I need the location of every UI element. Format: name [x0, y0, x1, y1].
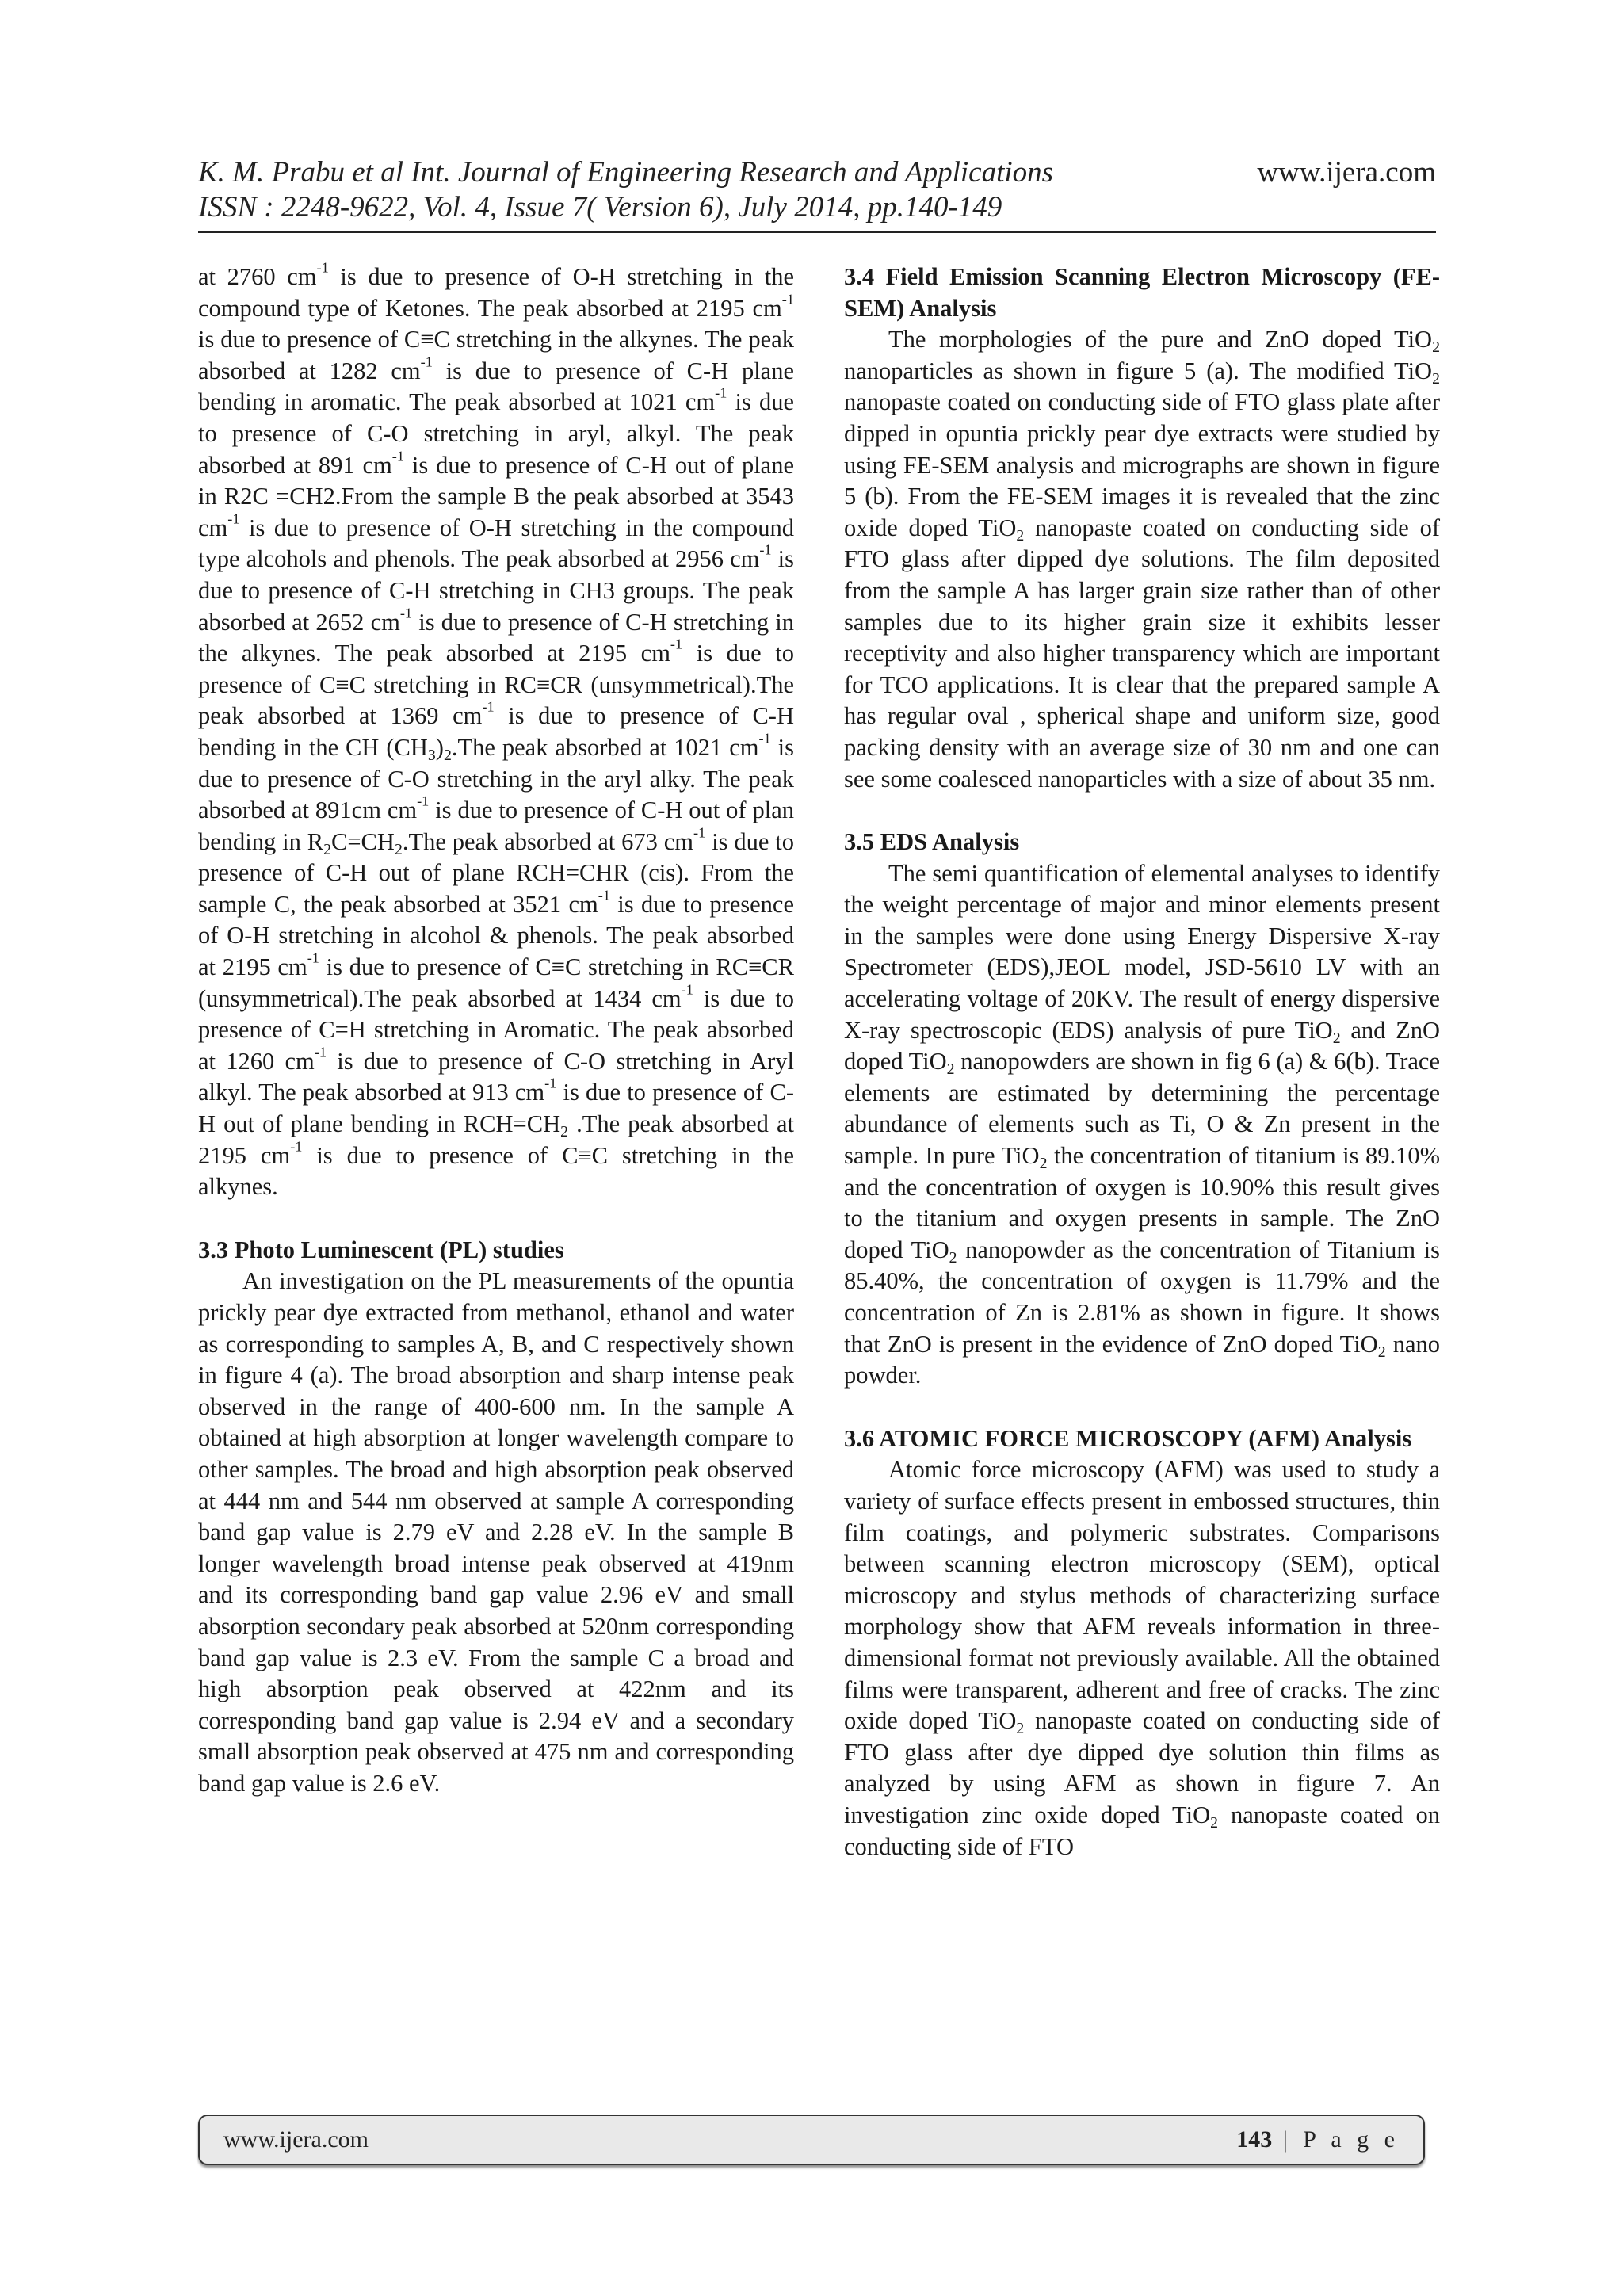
page-indicator [1236, 2126, 1400, 2153]
afm-paragraph: Atomic force microscopy (AFM) was used to study a variety of surface effects present in embossed structures, thin film coatings, and polymeric substrates. Comparisons between scanning electron microscopy (SEM), optical microscopy and stylus methods of characterizing surface morphology show that AFM reveals information in three-dimensional format not previously available. All the obtained films were transparent, adherent and free of cracks. The zinc oxide doped TiO$_2$ nanopaste coated on conducting side of FTO glass after dye dipped dye solution thin films as analyzed by using AFM as shown in figure 7. An investigation zinc oxide doped TiO$_2$ nanopaste coated on conducting side of FTO [844, 1456, 1441, 1860]
right-column [844, 262, 1440, 1862]
running-header [198, 155, 1436, 233]
journal-citation: K. M. Prabu et al Int. Journal of Engineering Research and Applications [198, 156, 1054, 189]
header-line-2 [198, 190, 1436, 225]
journal-url[interactable]: www.ijera.com [1257, 156, 1436, 189]
pl-paragraph: An investigation on the PL measurements of the opuntia prickly pear dye extracted from methanol, ethanol and water as corresponding to samples A, B, and C respectively shown in figure 4 (a). The broad absorption and sharp intense peak observed in the range of 400-600 nm. In the sample A obtained at high absorption at longer wavelength compare to other samples. The broad and high absorption peak observed at 444 nm and 544 nm observed at sample A corresponding band gap value is 2.79 eV and 2.28 eV. In the sample B longer wavelength broad intense peak observed at 419nm and its corresponding band gap value 2.96 eV and small absorption secondary peak absorbed at 520nm corresponding band gap value is 2.3 eV. From the sample C a broad and high absorption peak observed at 422nm and its corresponding band gap value is 2.94 eV and a secondary small absorption peak observed at 475 nm and corresponding band gap value is 2.6 eV. [198, 1267, 794, 1797]
page-number: 143 [1236, 2126, 1273, 2153]
section-heading-fesem: 3.4 Field Emission Scanning Electron Microscopy (FE-SEM) Analysis [844, 263, 1440, 322]
section-heading-eds: 3.5 EDS Analysis [844, 828, 1020, 856]
issn-line: ISSN : 2248-9622, Vol. 4, Issue 7( Version 6), July 2014, pp.140-149 [198, 191, 1002, 223]
eds-paragraph: The semi quantification of elemental analyses to identify the weight percentage of major and minor elements present in the samples were done using Energy Dispersive X-ray Spectrometer (EDS),JEOL model, JSD-5610 LV with an accelerating voltage of 20KV. The result of energy dispersive X-ray spectroscopic (EDS) analysis of pure TiO$_2$ and ZnO doped TiO$_2$ nanopowders are shown in fig 6 (a) & 6(b). Trace elements are estimated by determining the percentage abundance of elements such as Ti, O & Zn present in the sample. In pure TiO$_2$ the concentration of titanium is 89.10% and the concentration of oxygen is 10.90% this result gives to the titanium and oxygen presents in sample. The ZnO doped TiO$_2$ nanopowder as the concentration of Titanium is 85.40%, the concentration of oxygen is 11.79% and the concentration of Zn is 2.81% as shown in figure. It shows that ZnO is present in the evidence of ZnO doped TiO$_2$ nano powder. [844, 859, 1441, 1389]
fesem-paragraph: The morphologies of the pure and ZnO doped TiO$_2$ nanoparticles as shown in figure 5 (a). The modified TiO$_2$ nanopaste coated on conducting side of FTO glass plate after dipped in opuntia prickly pear dye extracts were studied by using FE-SEM analysis and micrographs are shown in figure 5 (b). From the FE-SEM images it is revealed that the zinc oxide doped TiO$_2$ nanopaste coated on conducting side of FTO glass after dipped dye solutions. The film deposited from the sample A has larger grain size rather than of other samples due to its higher grain size it exhibits lesser receptivity and also higher transparency which are important for TCO applications. It is clear that the prepared sample A has regular oval , spherical shape and uniform size, good packing density with an average size of 30 nm and one can see some coalesced nanoparticles with a size of about 35 nm. [844, 326, 1440, 793]
left-column [198, 259, 795, 1800]
footer-url[interactable]: www.ijera.com [223, 2126, 369, 2153]
page-footer [198, 2115, 1425, 2165]
page-label: | P a g e [1272, 2126, 1400, 2153]
section-heading-pl: 3.3 Photo Luminescent (PL) studies [198, 1236, 564, 1263]
section-heading-afm: 3.6 ATOMIC FORCE MICROSCOPY (AFM) Analysis [844, 1424, 1412, 1452]
header-line-1 [198, 155, 1436, 190]
ftir-paragraph: at 2760 $cm^{-1}$ is due to presence of O-H stretching in the compound type of Ketones. The peak absorbed at 2195 $cm^{-1}$ is due to presence of C≡C stretching in the alkynes. The peak absorbed at 1282 $cm^{-1}$ is due to presence of C-H plane bending in aromatic. The peak absorbed at 1021 $cm^{-1}$ is due to presence of C-O stretching in aryl, alkyl. The peak absorbed at 891 $cm^{-1}$ is due to presence of C-H out of plane in R2C =CH2.From the sample B the peak absorbed at 3543 $cm^{-1}$ is due to presence of O-H stretching in the compound type alcohols and phenols. The peak absorbed at 2956 $cm^{-1}$ is due to presence of C-H stretching in CH3 groups. The peak absorbed at 2652 $cm^{-1}$ is due to presence of C-H stretching in the alkynes. The peak absorbed at 2195 $cm^{-1}$ is due to presence of C≡C stretching in RC≡CR (unsymmetrical).The peak absorbed at 1369 $cm^{-1}$ is due to presence of C-H bending in the CH $(CH_3)_2.The$ peak absorbed at 1021 $cm^{-1}$ is due to presence of C-O stretching in the aryl alky. The peak absorbed at 891cm $cm^{-1}$ is due to presence of C-H out of plan bending in $R_2C=CH_2.The$ peak absorbed at 673 $cm^{-1}$ is due to presence of C-H out of plane RCH=CHR (cis). From the sample C, the peak absorbed at 3521 $cm^{-1}$ is due to presence of O-H stretching in alcohol & phenols. The peak absorbed at 2195 $cm^{-1}$ is due to presence of C≡C stretching in RC≡CR (unsymmetrical).The peak absorbed at 1434 $cm^{-1}$ is due to presence of C=H stretching in Aromatic. The peak absorbed at 1260 $cm^{-1}$ is due to presence of C-O stretching in Aryl alkyl. The peak absorbed at 913 $cm^{-1}$ is due to presence of C-H out of plane bending in $RCH=CH_2$ .The peak absorbed at 2195 $cm^{-1}$ is due to presence of C≡C stretching in the alkynes. [198, 259, 795, 1201]
